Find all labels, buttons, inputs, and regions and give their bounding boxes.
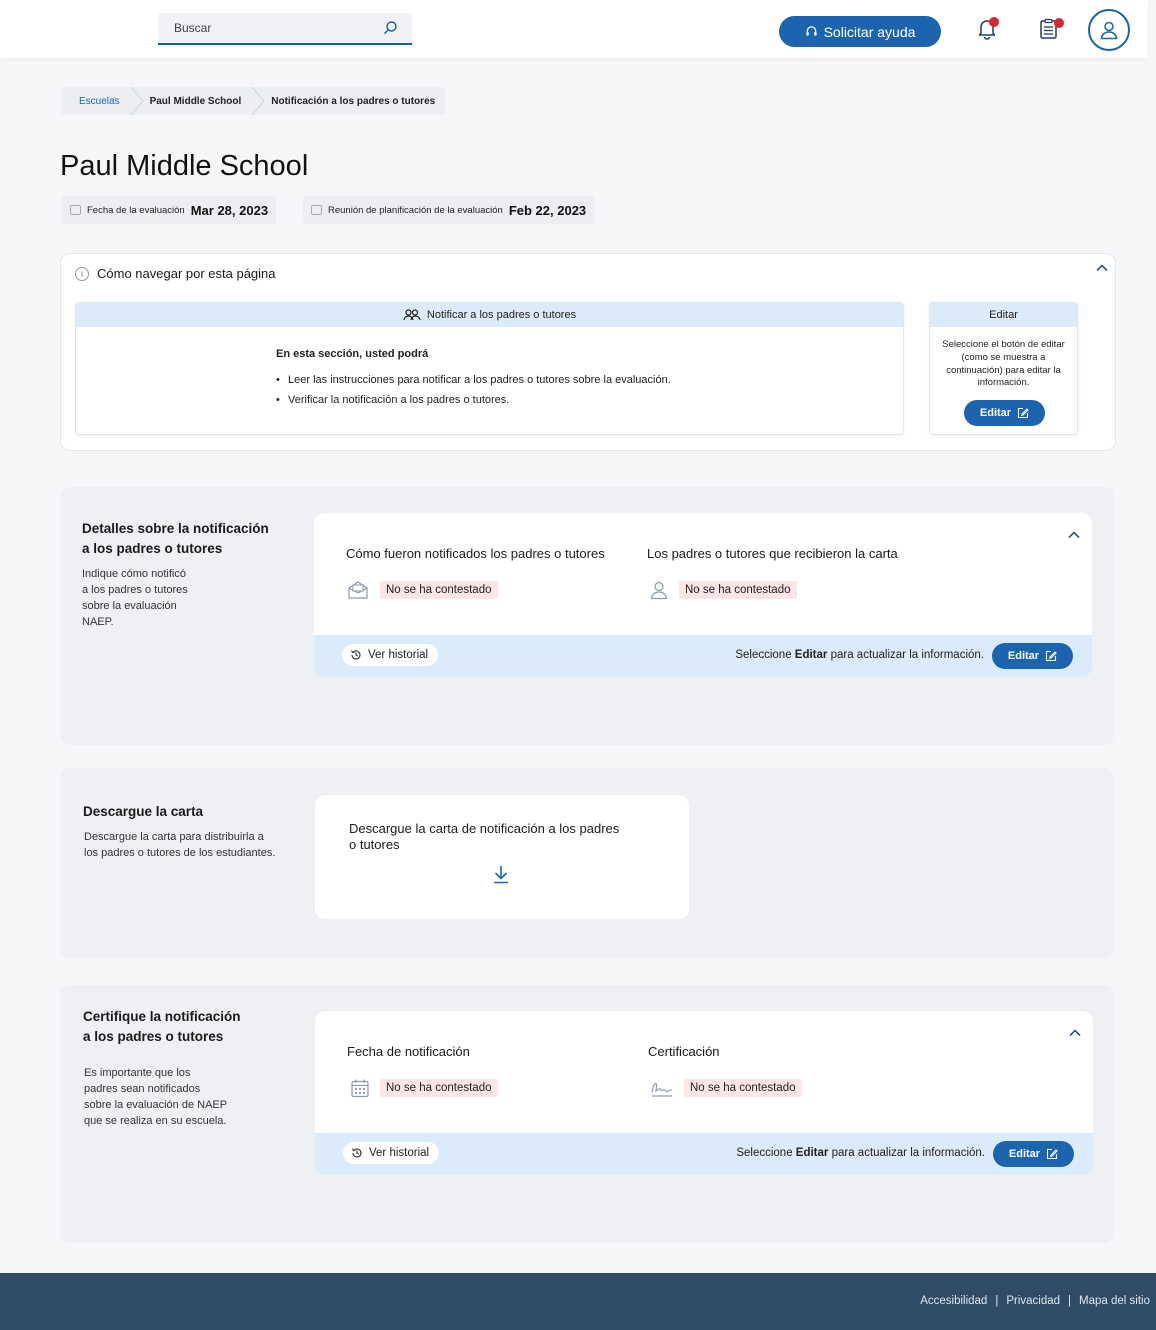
notification-details-section bbox=[60, 487, 1114, 745]
certification-label: Certificación bbox=[648, 1044, 720, 1059]
breadcrumb-current: Notificación a los padres o tutores bbox=[265, 87, 445, 115]
edit-icon bbox=[1045, 650, 1057, 662]
mail-open-icon bbox=[346, 580, 370, 600]
footer-separator: | bbox=[995, 1295, 999, 1307]
unanswered-badge: No se ha contestado bbox=[380, 581, 498, 599]
users-icon bbox=[403, 309, 421, 321]
certification-value bbox=[650, 1078, 802, 1098]
breadcrumb-separator-icon bbox=[130, 87, 144, 115]
section-overview-box bbox=[75, 302, 904, 435]
search-icon[interactable] bbox=[382, 20, 398, 36]
calendar-icon bbox=[350, 1078, 370, 1098]
section-overview-body bbox=[276, 348, 671, 414]
download-card-text: Descargue la carta de notificación a los padres o tutores bbox=[349, 821, 620, 853]
details-title: Detalles sobre la notificación a los padres o tutores bbox=[82, 521, 269, 557]
details-desc: Indique cómo notificó a los padres o tutores sobre la evaluación NAEP. bbox=[82, 568, 188, 628]
view-history-label: Ver historial bbox=[369, 1147, 430, 1159]
section-overview-bullet: • Verificar la notificación a los padres o tutores. bbox=[276, 394, 671, 406]
certify-panel bbox=[315, 1011, 1093, 1175]
view-history-button[interactable] bbox=[342, 644, 438, 666]
user-avatar-button[interactable] bbox=[1088, 9, 1130, 51]
section-overview-header bbox=[76, 303, 903, 327]
info-icon: i bbox=[75, 267, 89, 281]
planning-meeting-label: Reunión de planificación de la evaluación bbox=[328, 204, 503, 216]
section-overview-bullet: • Leer las instrucciones para notificar a los padres o tutores sobre la evaluación. bbox=[276, 374, 671, 386]
planning-meeting-chip bbox=[303, 196, 594, 224]
privacy-link[interactable]: Privacidad bbox=[1006, 1295, 1061, 1307]
edit-label: Editar bbox=[1007, 650, 1040, 662]
view-history-label: Ver historial bbox=[368, 649, 429, 661]
accessibility-link[interactable]: Accesibilidad bbox=[920, 1295, 988, 1307]
download-icon[interactable] bbox=[492, 864, 510, 884]
section-overview-title: Notificar a los padres o tutores bbox=[426, 309, 577, 321]
notifications-button[interactable] bbox=[974, 16, 1000, 42]
breadcrumb-schools[interactable]: Escuelas bbox=[61, 87, 130, 115]
download-title: Descargue la carta bbox=[83, 804, 204, 819]
calendar-icon bbox=[70, 205, 81, 215]
unanswered-badge: No se ha contestado bbox=[679, 581, 797, 599]
edit-example-label: Editar bbox=[979, 407, 1012, 419]
request-help-button[interactable] bbox=[779, 16, 941, 47]
details-edit-button[interactable] bbox=[992, 643, 1073, 669]
edit-instruction: Seleccione Editar para actualizar la información. bbox=[735, 649, 984, 661]
tasks-badge bbox=[1054, 18, 1064, 28]
details-panel-footer bbox=[314, 635, 1092, 677]
certify-desc: Es importante que los padres sean notificados sobre la evaluación de NAEP que se realiza en su escuela. bbox=[84, 1067, 228, 1127]
edit-help-desc: Seleccione el botón de editar (como se muestra a continuación) para editar la información. bbox=[942, 339, 1065, 389]
chevron-up-icon[interactable] bbox=[1067, 528, 1081, 542]
certify-edit-button[interactable] bbox=[993, 1141, 1074, 1167]
history-icon bbox=[350, 649, 362, 661]
letter-recipients-label: Los padres o tutores que recibieron la carta bbox=[647, 546, 898, 561]
request-help-label: Solicitar ayuda bbox=[823, 23, 916, 40]
edit-icon bbox=[1046, 1148, 1058, 1160]
page-footer bbox=[0, 1273, 1156, 1330]
tasks-button[interactable] bbox=[1036, 16, 1062, 42]
search-box[interactable] bbox=[158, 13, 412, 45]
assessment-date-label: Fecha de la evaluación bbox=[87, 204, 185, 216]
chevron-up-icon[interactable] bbox=[1095, 261, 1109, 275]
edit-instruction: Seleccione Editar para actualizar la información. bbox=[736, 1147, 985, 1159]
how-to-navigate-header bbox=[75, 266, 276, 281]
certify-notification-section bbox=[60, 985, 1114, 1243]
breadcrumb-separator-icon bbox=[251, 87, 265, 115]
notification-method-label: Cómo fueron notificados los padres o tutores bbox=[346, 546, 605, 561]
how-to-navigate-card bbox=[60, 253, 1116, 451]
assessment-date-value: Mar 28, 2023 bbox=[190, 202, 269, 218]
edit-help-box bbox=[929, 302, 1078, 435]
breadcrumb-school[interactable]: Paul Middle School bbox=[144, 87, 252, 115]
planning-meeting-value: Feb 22, 2023 bbox=[508, 202, 587, 218]
sitemap-link[interactable]: Mapa del sitio bbox=[1079, 1295, 1150, 1307]
page-title: Paul Middle School bbox=[60, 150, 309, 182]
unanswered-badge: No se ha contestado bbox=[684, 1079, 802, 1097]
notification-date-value bbox=[350, 1078, 498, 1098]
history-icon bbox=[351, 1147, 363, 1159]
breadcrumb bbox=[61, 87, 445, 115]
notification-method-value bbox=[346, 580, 498, 600]
certify-title: Certifique la notificación a los padres o tutores bbox=[83, 1009, 241, 1045]
signature-icon bbox=[650, 1078, 674, 1098]
chevron-up-icon[interactable] bbox=[1068, 1026, 1082, 1040]
section-overview-lead: En esta sección, usted podrá bbox=[276, 348, 429, 360]
edit-help-header: Editar bbox=[930, 303, 1077, 327]
user-icon bbox=[1098, 19, 1120, 41]
notification-badge bbox=[989, 17, 999, 27]
headset-icon bbox=[805, 25, 818, 38]
edit-icon bbox=[1017, 407, 1029, 419]
download-desc: Descargue la carta para distribuirla a los padres o tutores de los estudiantes. bbox=[84, 831, 276, 859]
letter-recipients-value bbox=[649, 580, 797, 600]
view-history-button[interactable] bbox=[343, 1142, 439, 1164]
calendar-icon bbox=[311, 205, 322, 215]
search-input[interactable] bbox=[174, 13, 374, 43]
top-bar bbox=[0, 0, 1148, 58]
how-to-navigate-title: Cómo navegar por esta página bbox=[97, 266, 276, 281]
certify-panel-footer bbox=[315, 1133, 1093, 1175]
download-card[interactable] bbox=[315, 795, 689, 919]
footer-separator: | bbox=[1068, 1295, 1072, 1307]
edit-example-button[interactable] bbox=[964, 400, 1045, 426]
edit-label: Editar bbox=[1008, 1148, 1041, 1160]
unanswered-badge: No se ha contestado bbox=[380, 1079, 498, 1097]
assessment-date-chip bbox=[62, 196, 276, 224]
download-letter-section bbox=[60, 768, 1114, 958]
details-panel bbox=[314, 513, 1092, 677]
footer-links bbox=[920, 1295, 1150, 1307]
person-icon bbox=[649, 580, 669, 600]
notification-date-label: Fecha de notificación bbox=[347, 1044, 470, 1059]
